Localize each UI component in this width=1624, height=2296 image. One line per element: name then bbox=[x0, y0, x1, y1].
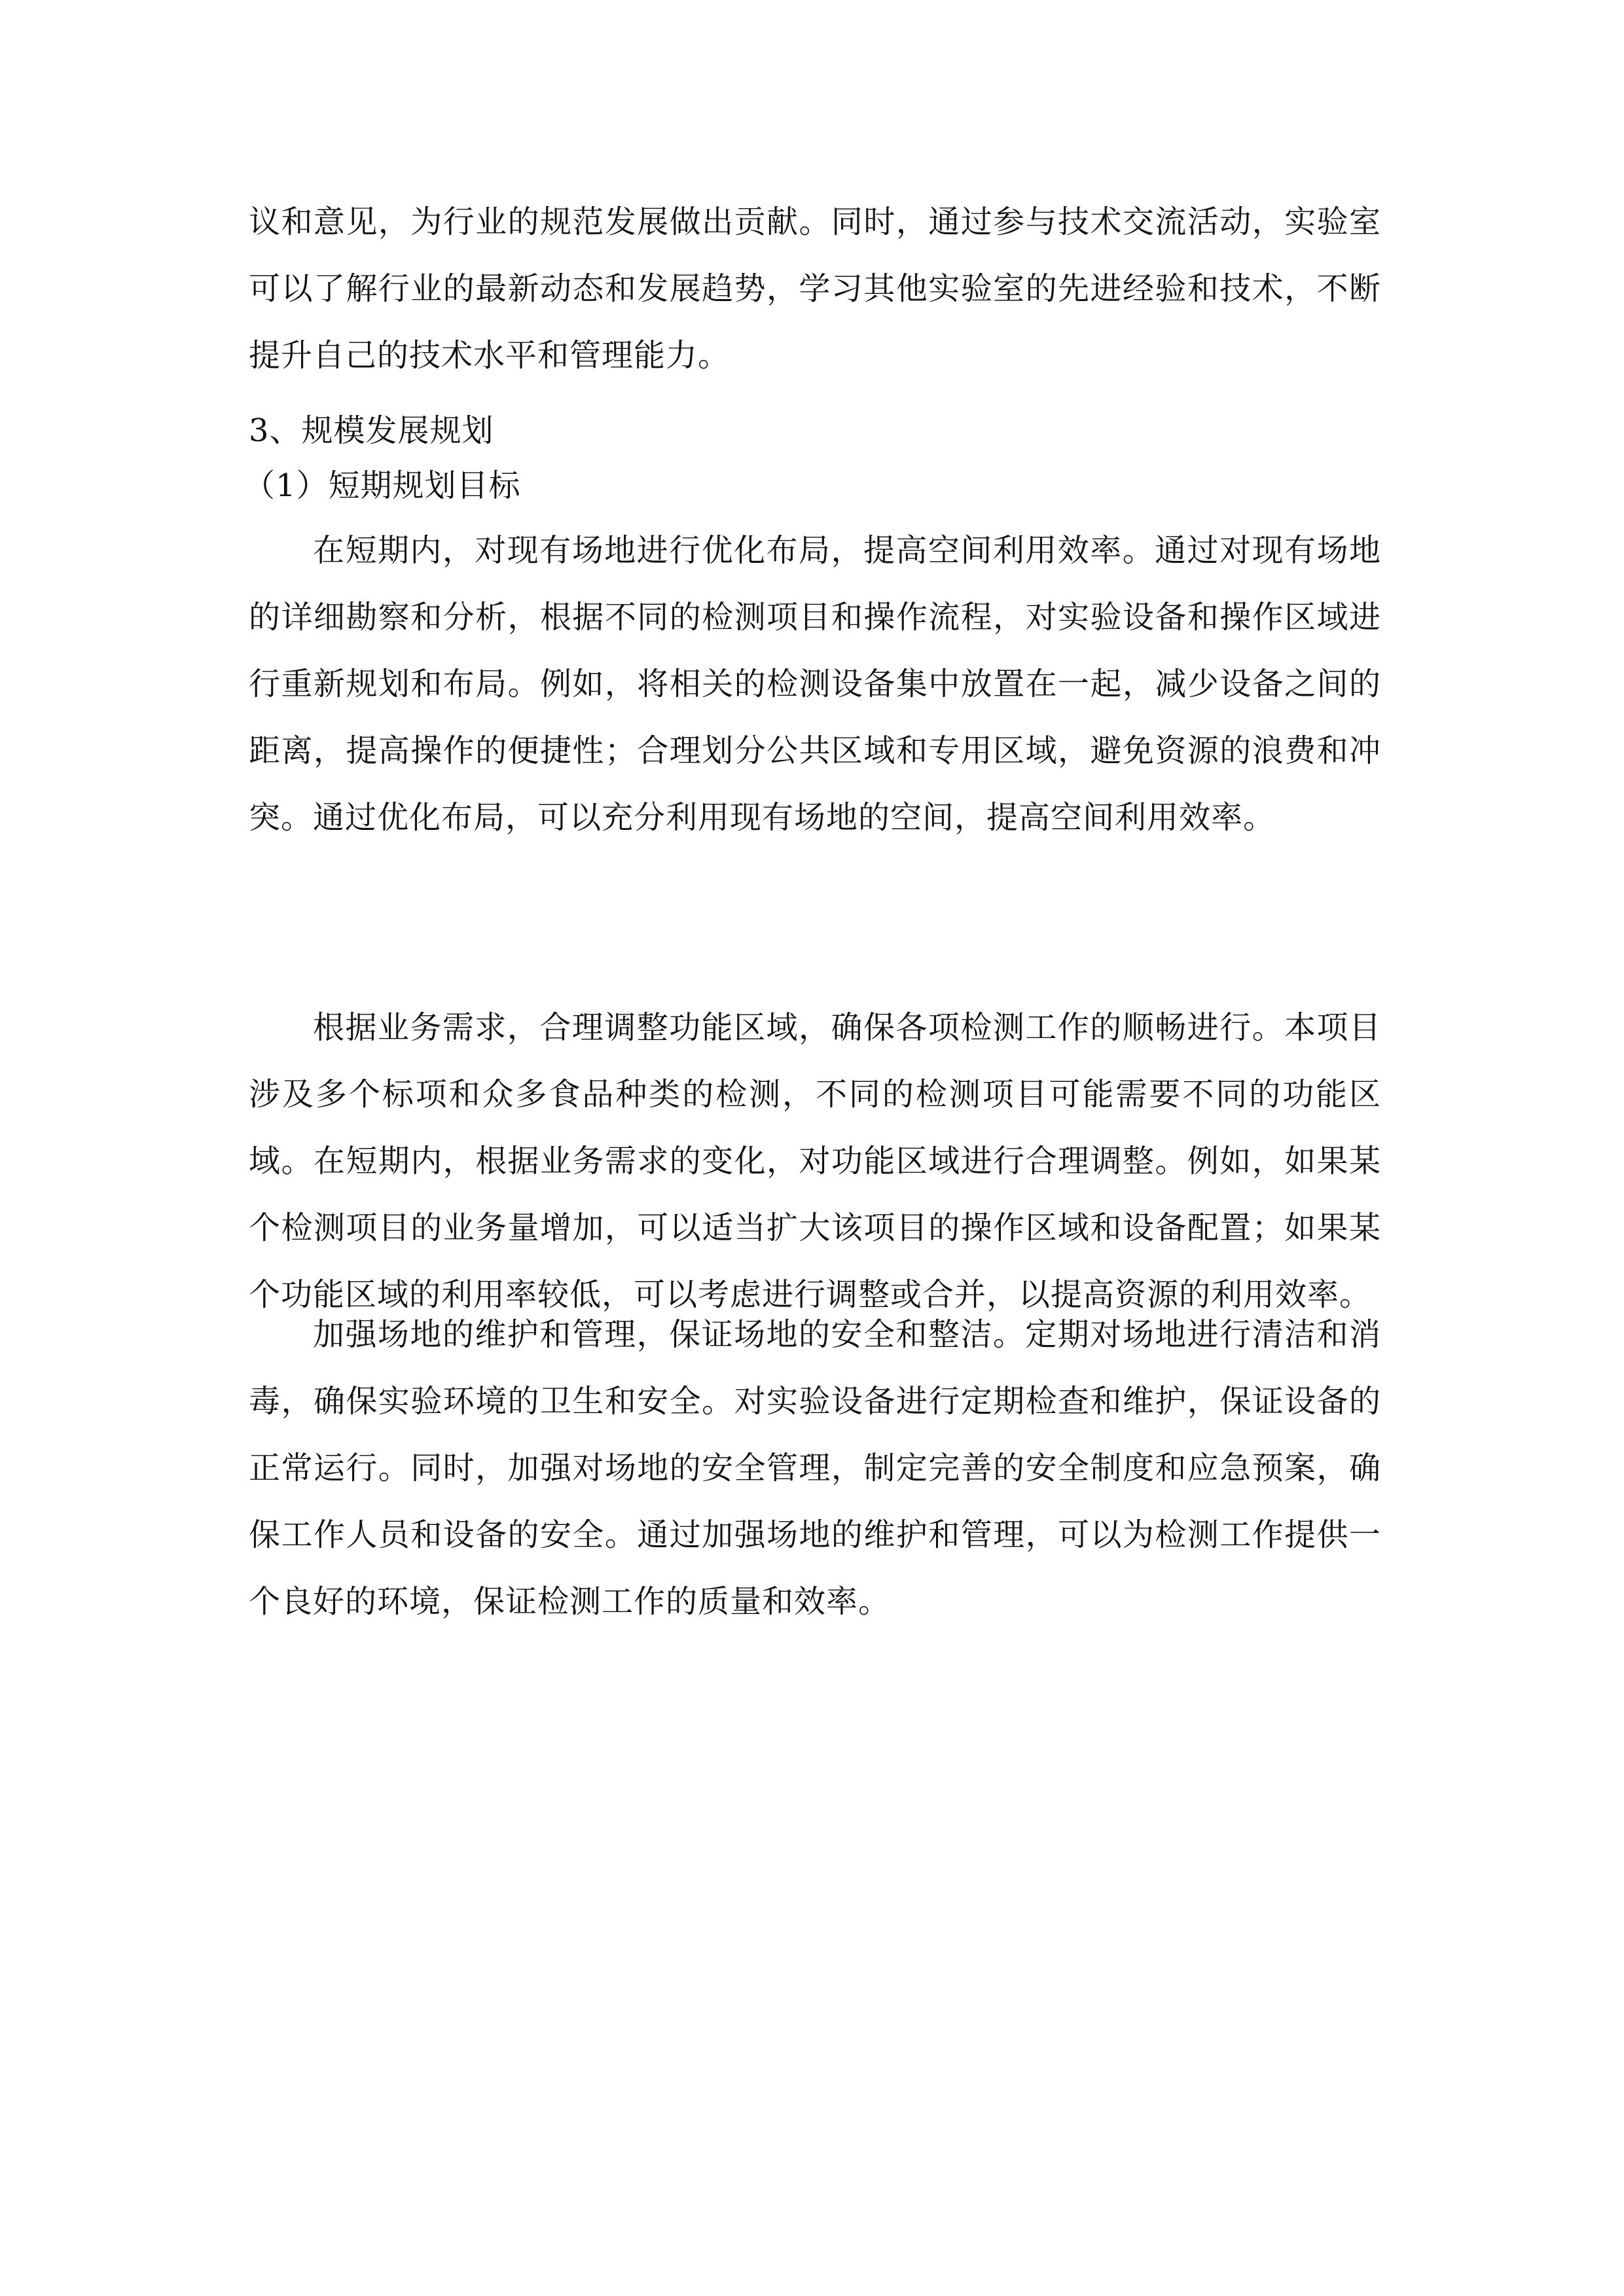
body-paragraph-2: 根据业务需求，合理调整功能区域，确保各项检测工作的顺畅进行。本项目涉及多个标项和众多食品种类的检测，不同的检测项目可能需要不同的功能区域。在短期内，根据业务需求的变化，对功能区域进行合理调整。例如，如果某个检测项目的业务量增加，可以适当扩大该项目的操作区域和设备配置；如果某个功能区域的利用率较低，可以考虑进行调整或合并，以提高资源的利用效率。 bbox=[249, 1009, 1381, 1313]
body-paragraph-1: 在短期内，对现有场地进行优化布局，提高空间利用效率。通过对现有场地的详细勘察和分析，根据不同的检测项目和操作流程，对实验设备和操作区域进行重新规划和布局。例如，将相关的检测设备集中放置在一起，减少设备之间的距离，提高操作的便捷性；合理划分公共区域和专用区域，避免资源的浪费和冲突。通过优化布局，可以充分利用现有场地的空间，提高空间利用效率。 bbox=[249, 532, 1381, 836]
continuation-paragraph: 议和意见，为行业的规范发展做出贡献。同时，通过参与技术交流活动，实验室可以了解行业的最新动态和发展趋势，学习其他实验室的先进经验和技术，不断提升自己的技术水平和管理能力。 bbox=[249, 204, 1381, 374]
subsection-heading: （1）短期规划目标 bbox=[244, 467, 521, 504]
section-heading: 3、规模发展规划 bbox=[249, 412, 494, 449]
body-paragraph-3: 加强场地的维护和管理，保证场地的安全和整洁。定期对场地进行清洁和消毒，确保实验环境的卫生和安全。对实验设备进行定期检查和维护，保证设备的正常运行。同时，加强对场地的安全管理，制定完善的安全制度和应急预案，确保工作人员和设备的安全。通过加强场地的维护和管理，可以为检测工作提供一个良好的环境，保证检测工作的质量和效率。 bbox=[249, 1316, 1381, 1620]
